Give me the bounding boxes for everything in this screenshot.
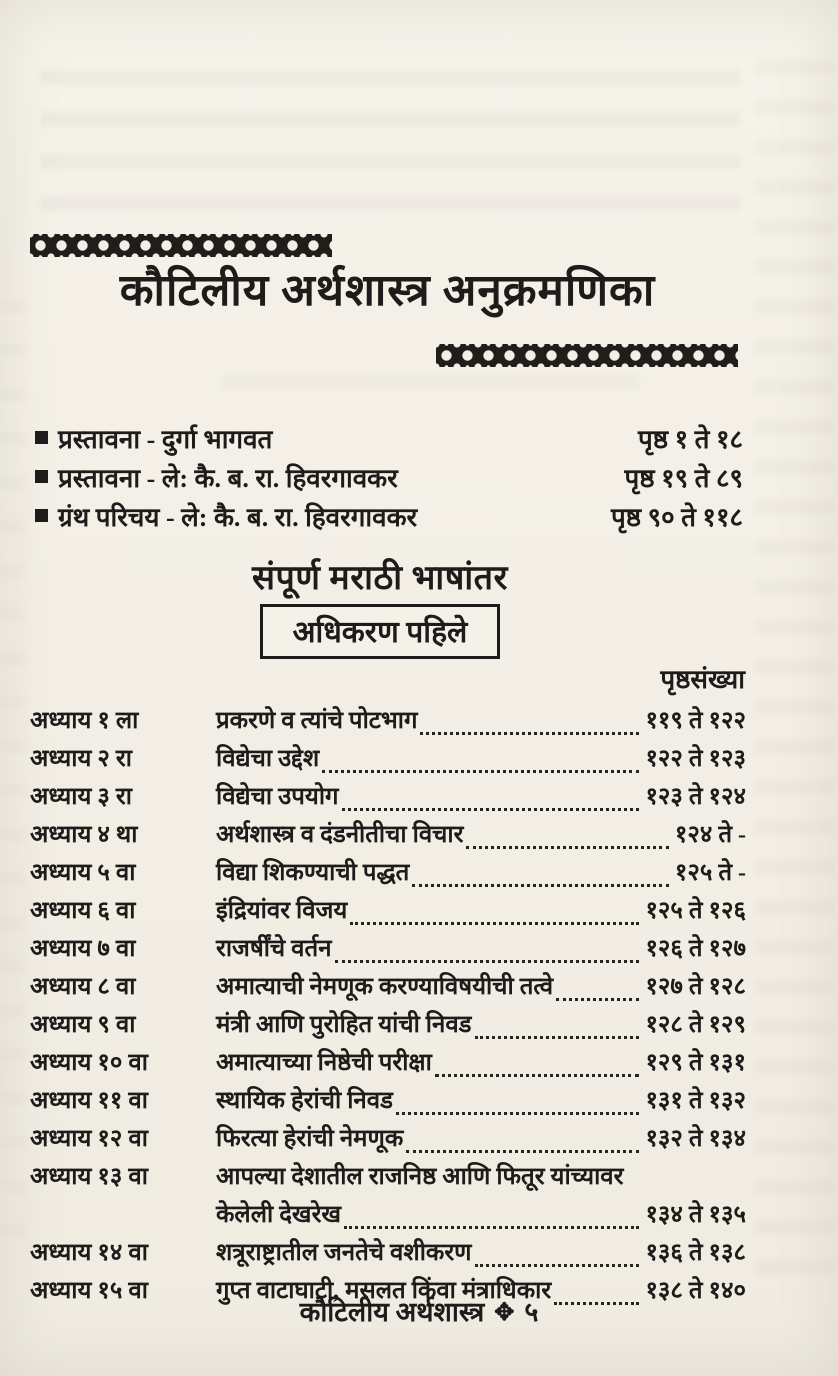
chapter-number: अध्याय १ ला <box>30 708 139 734</box>
leader-dots <box>322 740 639 773</box>
leader-dots <box>350 892 639 925</box>
chapter-title: गुप्त वाटाघाटी, मसलत किंवा मंत्राधिकार <box>216 1278 552 1304</box>
chapter-pages: १२९ ते १३१ <box>645 1050 746 1076</box>
toc-row <box>30 892 746 930</box>
chapter-number: अध्याय ६ वा <box>30 898 136 924</box>
toc-row <box>30 1158 746 1196</box>
chapter-title-line2: केलेली देखरेख <box>216 1202 342 1228</box>
chapter-number: अध्याय १३ वा <box>30 1164 148 1190</box>
chapter-pages: १२५ ते १२६ <box>645 898 746 924</box>
chapter-title: मंत्री आणि पुरोहित यांची निवड <box>216 1012 472 1038</box>
chapter-title: विद्या शिकण्याची पद्धत <box>216 860 410 886</box>
square-bullet-icon <box>35 431 48 444</box>
bleed-through-top <box>40 70 740 235</box>
chapter-pages: ११९ ते १२२ <box>645 708 746 734</box>
chapter-title: विद्येचा उद्देश <box>216 746 320 772</box>
bleed-through-middle <box>220 375 640 415</box>
page-title: कौटिलीय अर्थशास्त्र अनुक्रमणिका <box>119 266 656 315</box>
toc-row <box>30 1006 746 1044</box>
leader-dots <box>475 1234 640 1267</box>
chapter-pages: १३२ ते १३४ <box>645 1126 746 1152</box>
square-bullet-icon <box>35 470 48 483</box>
chapter-pages: १२२ ते १२३ <box>645 746 746 772</box>
chapter-title: इंद्रियांवर विजय <box>216 898 348 924</box>
toc-row <box>30 930 746 968</box>
chapter-number: अध्याय १४ वा <box>30 1240 148 1266</box>
chapter-title: अमात्याची नेमणूक करण्याविषयीची तत्वे <box>216 974 554 1000</box>
chapter-number: अध्याय ९ वा <box>30 1012 136 1038</box>
chapter-pages: १३१ ते १३२ <box>645 1088 746 1114</box>
bleed-through-right <box>756 60 834 1290</box>
chapter-pages: १३८ ते १४० <box>645 1278 746 1304</box>
toc-row <box>30 1044 746 1082</box>
ornament-chain-top <box>30 234 332 257</box>
preface-pages: पृष्ठ १ ते १८ <box>638 424 743 454</box>
chapter-number: अध्याय ११ वा <box>30 1088 148 1114</box>
chapter-title: राजर्षींचे वर्तन <box>216 936 332 962</box>
chapter-number: अध्याय २ रा <box>30 746 132 772</box>
leader-dots <box>435 1044 640 1077</box>
chapter-pages: १२३ ते १२४ <box>645 784 746 810</box>
chapter-title: प्रकरणे व त्यांचे पोटभाग <box>216 708 418 734</box>
chapter-title: अमात्याच्या निष्ठेची परीक्षा <box>216 1050 432 1076</box>
leader-dots <box>475 1006 640 1039</box>
chapter-pages: १२७ ते १२८ <box>645 974 746 1000</box>
leader-dots <box>420 702 639 735</box>
chapter-number: अध्याय ५ वा <box>30 860 136 886</box>
toc-row <box>30 854 746 892</box>
footer-ornament-icon: ✥ <box>494 1300 515 1326</box>
chapter-pages: १३६ ते १३८ <box>645 1240 746 1266</box>
chapter-pages: १२६ ते १२७ <box>645 936 746 962</box>
section-heading-bar <box>30 604 730 659</box>
chapter-number: अध्याय १२ वा <box>30 1126 148 1152</box>
pages-column-heading: पृष्ठसंख्या <box>660 665 745 694</box>
preface-pages: पृष्ठ ९० ते ११८ <box>610 502 743 532</box>
leader-dots <box>556 968 639 1001</box>
bleed-through-left <box>0 300 26 1250</box>
toc-row <box>30 1234 746 1272</box>
chapter-number: अध्याय ३ रा <box>30 784 132 810</box>
chapter-number: अध्याय १५ वा <box>30 1278 148 1304</box>
leader-dots <box>412 854 669 887</box>
chapter-title: फिरत्या हेरांची नेमणूक <box>216 1126 404 1152</box>
chapter-title: शत्रूराष्ट्रातील जनतेचे वशीकरण <box>216 1240 472 1266</box>
chapter-pages: १२५ ते - <box>674 860 746 886</box>
footer-book-title: कौटिलीय अर्थशास्त्र <box>299 1297 485 1327</box>
preface-item <box>35 496 743 535</box>
preface-label: ग्रंथ परिचय - ले: कै. ब. रा. हिवरगावकर <box>58 502 418 532</box>
toc-row <box>30 702 746 740</box>
square-bullet-icon <box>35 509 48 522</box>
toc-row <box>30 740 746 778</box>
preface-item <box>35 418 743 457</box>
preface-item <box>35 457 743 496</box>
leader-dots <box>396 1082 640 1115</box>
chapter-number: अध्याय ४ था <box>30 822 138 848</box>
chapter-title: अर्थशास्त्र व दंडनीतीचा विचार <box>216 822 464 848</box>
chapter-number: अध्याय ८ वा <box>30 974 136 1000</box>
leader-dots <box>335 930 640 963</box>
toc-list <box>30 702 746 1310</box>
leader-dots <box>342 778 640 811</box>
chapter-number-empty <box>30 1196 216 1234</box>
preface-label: प्रस्तावना - दुर्गा भागवत <box>58 424 273 454</box>
chapter-title: विद्येचा उपयोग <box>216 784 339 810</box>
chapter-title: स्थायिक हेरांची निवड <box>216 1088 393 1114</box>
chapter-number: अध्याय ७ वा <box>30 936 136 962</box>
toc-row-continuation <box>30 1196 746 1234</box>
chapter-pages: १२४ ते - <box>674 822 746 848</box>
translation-heading: संपूर्ण मराठी भाषांतर <box>252 560 508 597</box>
toc-row <box>30 1082 746 1120</box>
toc-row <box>30 778 746 816</box>
preface-list <box>35 418 743 535</box>
preface-label: प्रस्तावना - ले: कै. ब. रा. हिवरगावकर <box>58 463 398 493</box>
ornament-chain-bottom <box>436 344 738 367</box>
leader-dots <box>406 1120 639 1153</box>
leader-dots <box>466 816 668 849</box>
chapter-title: आपल्या देशातील राजनिष्ठ आणि फितूर यांच्यावर <box>216 1164 624 1190</box>
book-section-heading-box: अधिकरण पहिले <box>260 604 501 659</box>
chapter-number: अध्याय १० वा <box>30 1050 148 1076</box>
footer-page-number: ५ <box>524 1297 539 1327</box>
toc-row <box>30 1120 746 1158</box>
chapter-pages: १२८ ते १२९ <box>645 1012 746 1038</box>
toc-row <box>30 968 746 1006</box>
page-footer <box>0 1292 838 1329</box>
chapter-pages: १३४ ते १३५ <box>645 1202 746 1228</box>
leader-dots <box>344 1196 639 1229</box>
preface-pages: पृष्ठ १९ ते ८९ <box>624 463 743 493</box>
toc-row <box>30 816 746 854</box>
